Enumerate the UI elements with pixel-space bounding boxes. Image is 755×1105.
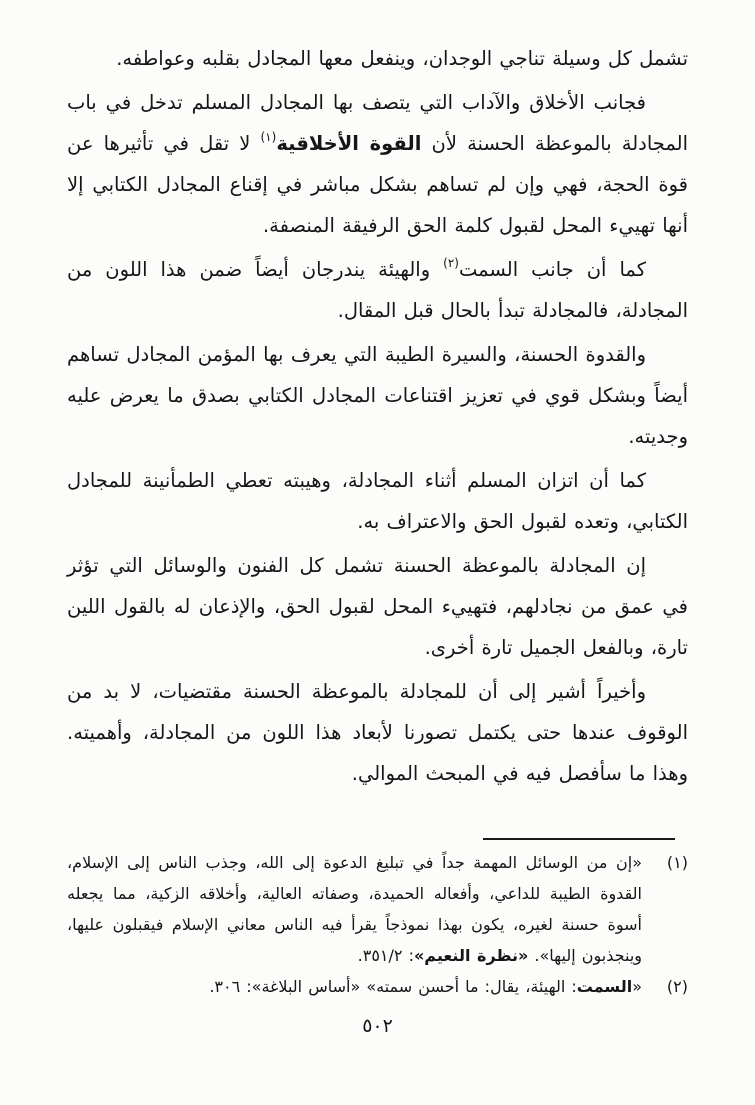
text-segment: القوة الأخلاقية [276,132,422,155]
text-segment: « [632,977,642,996]
text-segment: كما أن اتزان المسلم أثناء المجادلة، وهيبته تعطي الطمأنينة للمجادل الكتابي، وتعده لقبول الحق والاعتراف به. [67,469,688,533]
paragraph [67,38,688,79]
text-segment: فجانب الأخلاق والآداب التي يتصف بها المجادل المسلم تدخل في باب المجادلة بالموعظة الحسنة لأن [67,91,688,155]
text-segment: : الهيئة، يقال: ما أحسن سمته» «أساس البلاغة»: ٣٠٦. [209,977,577,996]
paragraph [67,671,688,794]
page-number: ٥٠٢ [362,1015,393,1037]
footnote-item [67,847,688,971]
text-segment: «إن من الوسائل المهمة جداً في تبليغ الدعوة إلى الله، وجذب الناس إلى الإسلام، القدوة الطيبة للداعي، وأفعاله الحميدة، وصفاته العالية، وأخلاقه الزكية، مما يجعله أسوة حسنة لغيره، يكون بهذا نموذجاً يقرأ فيه الناس معاني الإسلام فيقبلون عليها، وينجذبون إليها». [67,853,642,965]
text-segment: كما أن جانب السمت [458,258,646,281]
footnote-item [67,971,688,1002]
paragraph [67,82,688,246]
body-text [67,38,688,797]
paragraph [67,249,688,331]
footnote-ref: (٢) [443,256,459,270]
footnote-text [67,971,642,1002]
text-segment: لا تقل في تأثيرها عن قوة الحجة، فهي وإن لم تساهم بشكل مباشر في إقناع المجادل الكتابي إلا أنها تهييء المحل لقبول كلمة الحق الرفيقة المنصفة. [67,132,688,237]
text-segment: : ٣٥١/٢. [357,946,414,965]
text-segment: والقدوة الحسنة، والسيرة الطيبة التي يعرف بها المؤمن المجادل تساهم أيضاً وبشكل قوي في تعزيز اقتناعات المجادل الكتابي بصدق ما يعرض عليه وجديته. [67,343,688,448]
paragraph [67,334,688,457]
text-segment: «نظرة النعيم» [413,946,529,965]
footnote-marker: (١) [666,853,688,872]
text-segment: إن المجادلة بالموعظة الحسنة تشمل كل الفنون والوسائل التي تؤثر في عمق من نجادلهم، فتهييء المحل لقبول الحق، والإذعان له بالقول اللين تارة، وبالفعل الجميل تارة أخرى. [67,554,688,659]
footnote-text [67,847,642,971]
footnote-separator [483,838,675,840]
footnotes [67,847,688,1002]
footnote-ref: (١) [260,130,277,144]
text-segment: تشمل كل وسيلة تناجي الوجدان، وينفعل معها المجادل بقلبه وعواطفه. [116,47,688,70]
paragraph [67,545,688,668]
paragraph [67,460,688,542]
footnote-marker: (٢) [666,977,688,996]
text-segment: وأخيراً أشير إلى أن للمجادلة بالموعظة الحسنة مقتضيات، لا بد من الوقوف عندها حتى يكتمل تصورنا لأبعاد هذا اللون من المجادلة، وأهميته. وهذا ما سأفصل فيه في المبحث الموالي. [67,680,688,785]
text-segment: السمت [576,977,633,996]
text-segment: والهيئة يندرجان أيضاً ضمن هذا اللون من المجادلة، فالمجادلة تبدأ بالحال قبل المقال. [67,258,688,322]
